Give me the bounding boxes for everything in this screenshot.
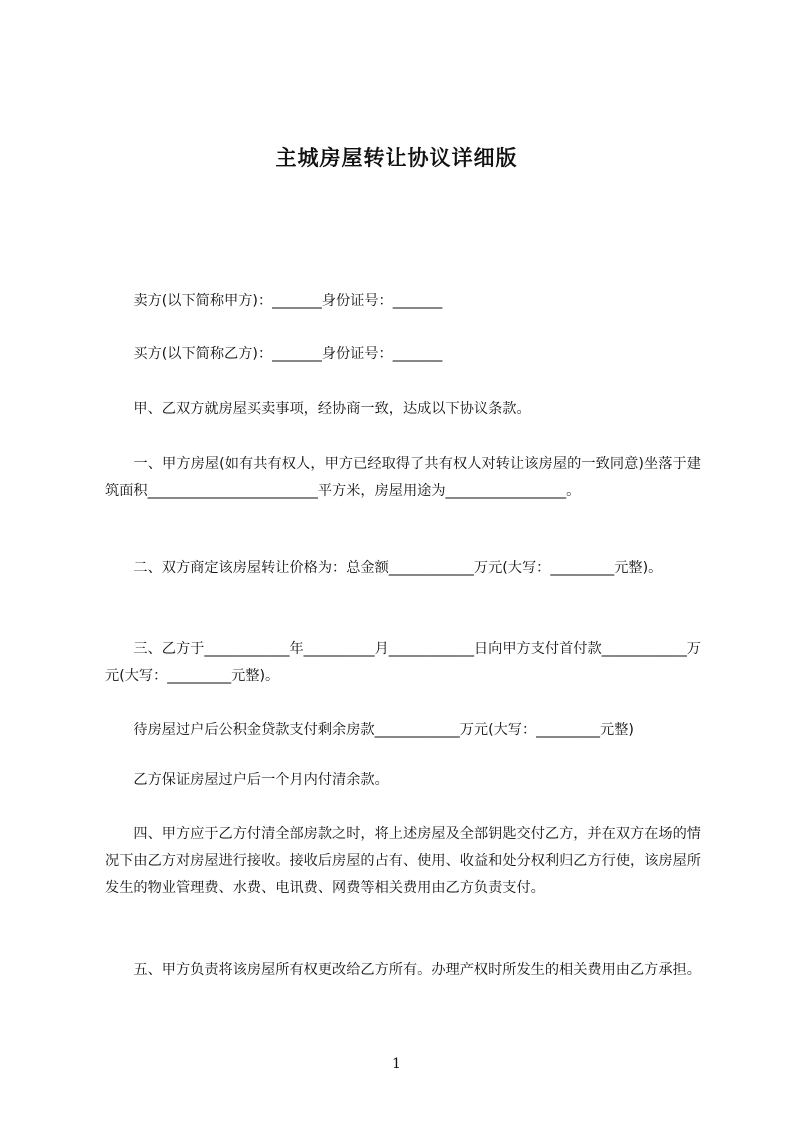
intro-paragraph: 甲、乙双方就房屋买卖事项，经协商一致，达成以下协议条款。 — [105, 401, 531, 417]
clause-4-paragraph: 四、甲方应于乙方付清全部房款之时，将上述房屋及全部钥匙交付乙方，并在双方在场的情况下由乙方对房屋进行接收。接收后房屋的占有、使用、收益和处分权利归乙方行使，该房屋所发生的物业管理费、水费、电讯费、网费等相关费用由乙方负责支付。 — [105, 826, 701, 896]
clause-3-paragraph: 三、乙方于____________年__________月____________日向甲方支付首付款____________万元(大写：_________元整)。 — [105, 641, 701, 684]
clause-5-paragraph: 五、甲方负责将该房屋所有权更改给乙方所有。办理产权时所发生的相关费用由乙方承担。 — [105, 962, 701, 978]
loan-payment-paragraph: 待房屋过户后公积金贷款支付剩余房款____________万元(大写：_________元整) — [105, 722, 634, 738]
clause-2-paragraph: 二、双方商定该房屋转让价格为：总金额____________万元(大写：_________元整)。 — [105, 560, 663, 576]
clause-1-paragraph: 一、甲方房屋(如有共有权人，甲方已经取得了共有权人对转让该房屋的一致同意)坐落于建筑面积________________________平方米，房屋用途为_________________。 — [105, 456, 701, 499]
document-title: 主城房屋转让协议详细版 — [275, 146, 518, 170]
seller-info-paragraph: 卖方(以下简称甲方)：_______身份证号：_______ — [105, 293, 443, 309]
buyer-info-paragraph: 买方(以下简称乙方)：_______身份证号：_______ — [105, 346, 443, 362]
page-number: 1 — [392, 1056, 401, 1072]
balance-guarantee-paragraph: 乙方保证房屋过户后一个月内付清余款。 — [105, 772, 389, 788]
